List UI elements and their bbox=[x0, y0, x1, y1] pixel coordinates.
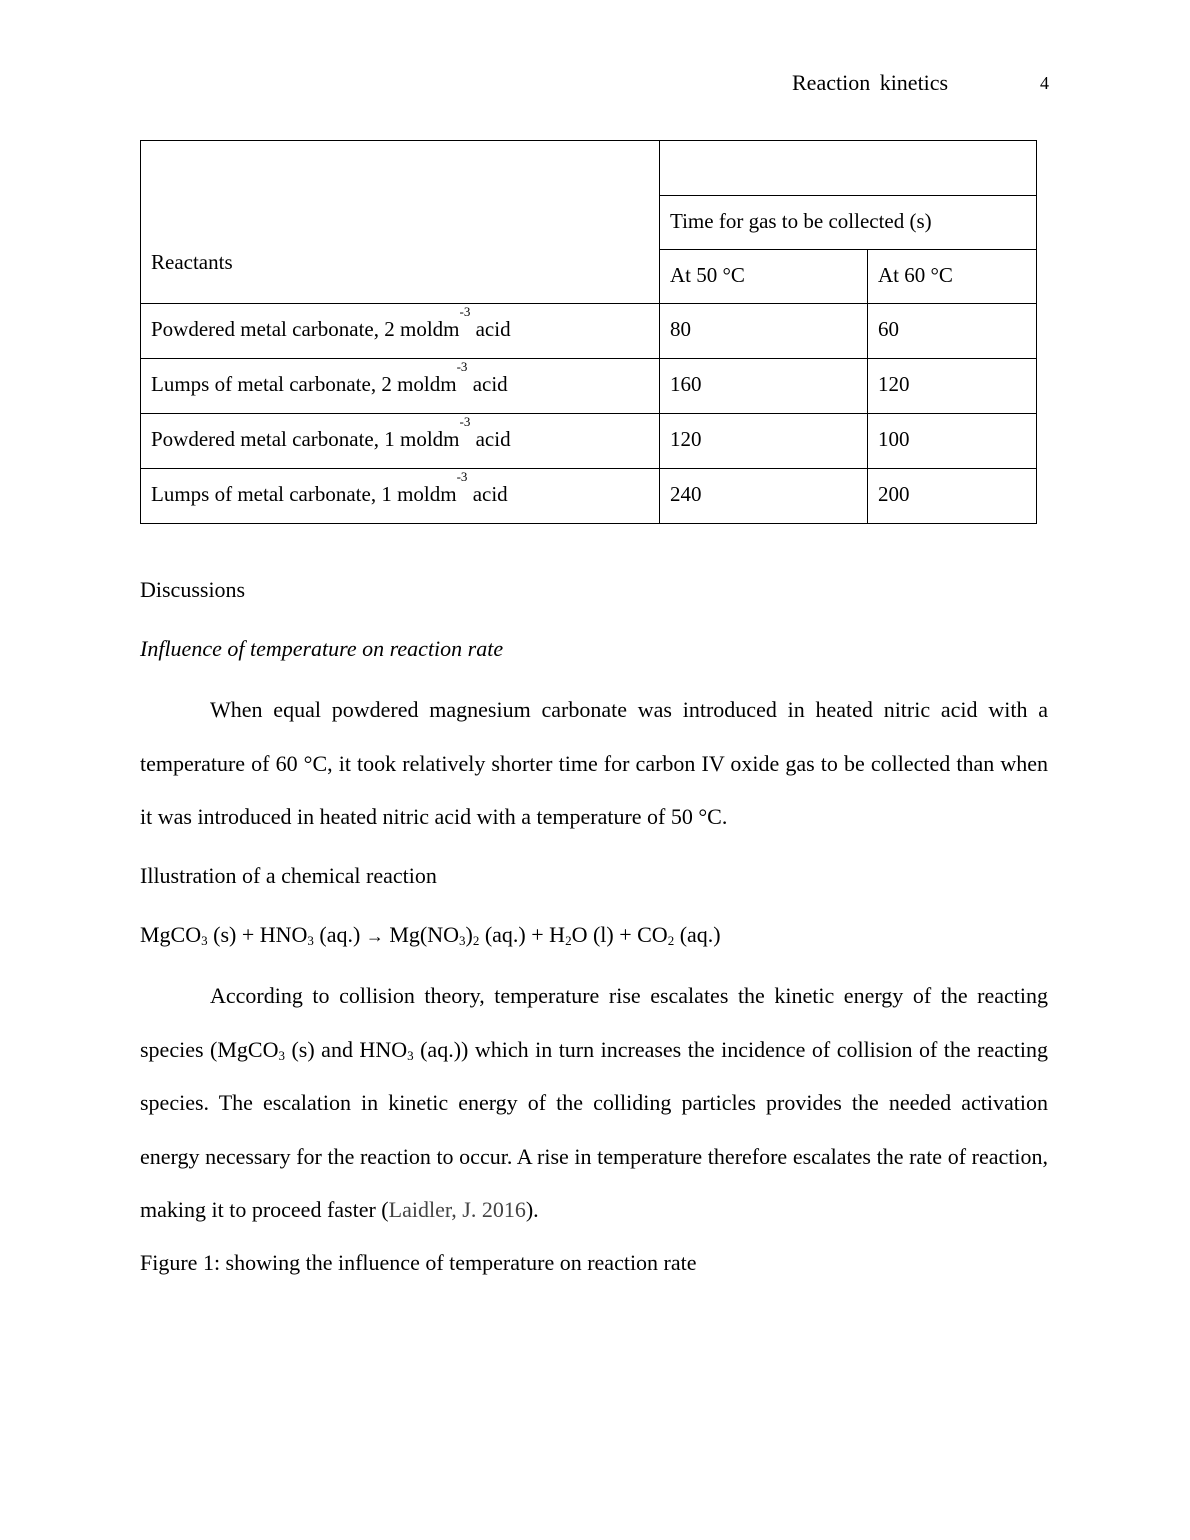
section-subheading: Influence of temperature on reaction rate bbox=[140, 636, 504, 661]
figure-caption: Figure 1: showing the influence of temperature on reaction rate bbox=[140, 1250, 697, 1275]
citation-link[interactable]: Laidler, J. 2016 bbox=[388, 1197, 526, 1222]
reactants-header: Reactants bbox=[141, 141, 660, 304]
chemical-equation: MgCO$_3$ $(s) + HNO_3$ $(aq.) \to Mg(NO_3)_2$ $(aq.) + H_2O$ $(l) + CO_2$ (aq.) bbox=[140, 922, 721, 948]
time-60-cell: 200 bbox=[868, 469, 1037, 524]
time-60-cell: 60 bbox=[868, 304, 1037, 359]
empty-header-cell bbox=[660, 141, 1037, 196]
reactant-cell: Powdered metal carbonate, 1 moldm$^{-3}$ acid bbox=[141, 414, 660, 469]
results-table bbox=[140, 140, 1037, 524]
table-row bbox=[141, 304, 1037, 359]
time-50-cell: 120 bbox=[660, 414, 868, 469]
page-number: 4 bbox=[1040, 73, 1049, 93]
reactant-cell: Powdered metal carbonate, 2 moldm$^{-3}$ acid bbox=[141, 304, 660, 359]
paragraph-temperature: When equal powdered magnesium carbonate was introduced in heated nitric acid with a temperature of 60 °C, it took relatively shorter time for carbon IV oxide gas to be collected than when it was introduced in heated nitric acid with a temperature of 50 °C. bbox=[140, 697, 1048, 829]
temp-60-header: At 60 °C bbox=[868, 250, 1037, 304]
illustration-label: Illustration of a chemical reaction bbox=[140, 863, 437, 888]
time-header: Time for gas to be collected (s) bbox=[660, 196, 1037, 250]
table-row bbox=[141, 359, 1037, 414]
table-row bbox=[141, 469, 1037, 524]
time-50-cell: 160 bbox=[660, 359, 868, 414]
temp-50-header: At 50 °C bbox=[660, 250, 868, 304]
time-60-cell: 100 bbox=[868, 414, 1037, 469]
section-heading: Discussions bbox=[140, 577, 246, 602]
time-50-cell: 240 bbox=[660, 469, 868, 524]
time-50-cell: 80 bbox=[660, 304, 868, 359]
paragraph-collision-theory: According to collision theory, temperature rise escalates the kinetic energy of the reacting species (MgCO$_3$ (s) and $HNO_3$ (aq.)) which in turn increases the incidence of collision of the reacting species. The escalation in kinetic energy of the colliding particles provides the needed activation energy necessary for the reaction to occur. A rise in temperature therefore escalates the rate of reaction, making it to proceed faster (Laidler, J. 2016). bbox=[140, 983, 1048, 1222]
table-row bbox=[141, 414, 1037, 469]
reactant-cell: Lumps of metal carbonate, 2 moldm$^{-3}$ acid bbox=[141, 359, 660, 414]
time-60-cell: 120 bbox=[868, 359, 1037, 414]
reactant-cell: Lumps of metal carbonate, 1 moldm$^{-3}$ acid bbox=[141, 469, 660, 524]
reaction-arrow: → bbox=[365, 926, 384, 946]
running-head: Reaction kinetics bbox=[792, 70, 949, 95]
